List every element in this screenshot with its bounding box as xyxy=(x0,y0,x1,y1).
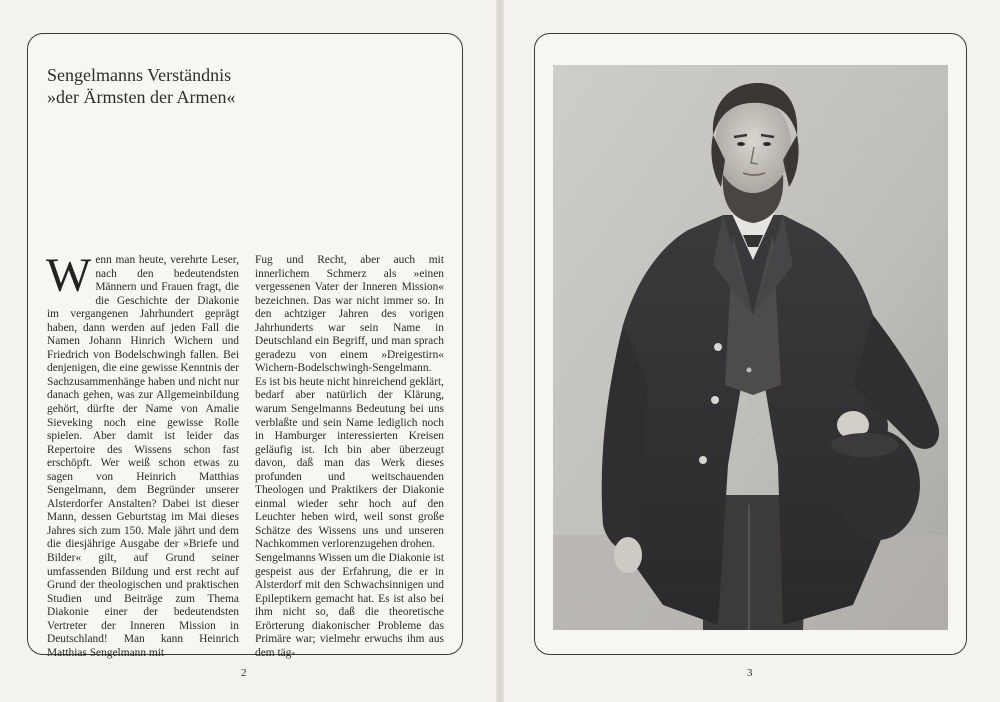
column-1-text: enn man heute, verehrte Leser, nach den bedeutendsten Männern und Frauen fragt, die die Geschichte der Diakonie im vergangenen Jahrhundert geprägt haben, dann werden auf jeden Fall die Namen Johann Hinrich Wichern und Friedrich von Bodelschwingh fallen. Bei denjenigen, die eine gewisse Kenntnis der Sachzusammenhänge haben und nicht nur danach gehen, was zur Allgemeinbildung gehört, dürfte der Name von Amalie Sieveking noch eine gewisse Rolle spielen. Aber damit ist leider das Repertoire des Wissens schon fast erschöpft. Wer weiß schon etwas zu sagen von Heinrich Matthias Sengelmann, dem Begründer unserer Alsterdorfer Anstalten? Dabei ist dieser Mann, dessen Geburtstag im Mai dieses Jahres sich zum 150. Male jährt und dem die diesjährige Ausgabe der »Briefe und Bilder« gilt, auf Grund seiner umfassenden Bildung und erst recht auf Grund der theologischen und praktischen Studien und Beiträge zum Thema Diakonie einer der bedeutendsten Vertreter der Inneren Mission in Deutschland! Man kann Heinrich Matthias Sengelmann mit xyxy=(47,254,239,659)
drop-cap: W xyxy=(46,249,92,302)
paragraph xyxy=(46,249,239,660)
page-number-left: 2 xyxy=(241,667,247,679)
page-number-right: 3 xyxy=(747,667,753,679)
book-gutter xyxy=(496,0,504,702)
portrait-photograph xyxy=(553,65,948,630)
portrait-illustration xyxy=(553,65,948,630)
title-line-2: »der Ärmsten der Armen« xyxy=(47,87,236,107)
title-line-1: Sengelmanns Verständnis xyxy=(47,65,232,85)
paragraph: Fug und Recht, aber auch mit innerlichem Schmerz als »einen vergessenen Vater der Inneren Mission« bezeichnen. Das war nicht immer so. In den achtziger Jahren des vorigen Jahrhunderts war sein Name in Deutschland ein Begriff, und man sprach geradezu von einem »Dreigestirn« Wichern-Bodelschwingh-Sengelmann. Es ist bis heute nicht hinreichend geklärt, bedarf aber natürlich der Klärung, warum Sengelmanns Bedeutung bei uns verblaßte und sein Name lediglich noch in Hamburger interessierten Kreisen geläufig ist. Ich bin aber überzeugt davon, daß man das Werk dieses profunden und weitschauenden Theologen und Praktikers der Diakonie einmal wieder sehr hoch auf den Leuchter heben wird, weil sonst große Schätze des Wissens uns und unseren Nachkommen verlorenzugehen drohen. xyxy=(255,254,444,551)
text-column-1 xyxy=(46,249,239,659)
page-title xyxy=(47,64,427,108)
paragraph: Sengelmanns Wissen um die Diakonie ist gespeist aus der Erfahrung, die er in Alsterdorf mit den Schwachsinnigen und Epileptikern gemacht hat. Es ist also bei ihm nicht so, daß die theoretische Erörterung diakonischer Probleme das Primäre war; vielmehr erwuchs ihm aus dem täg- xyxy=(255,552,444,659)
text-column-2 xyxy=(255,254,444,659)
